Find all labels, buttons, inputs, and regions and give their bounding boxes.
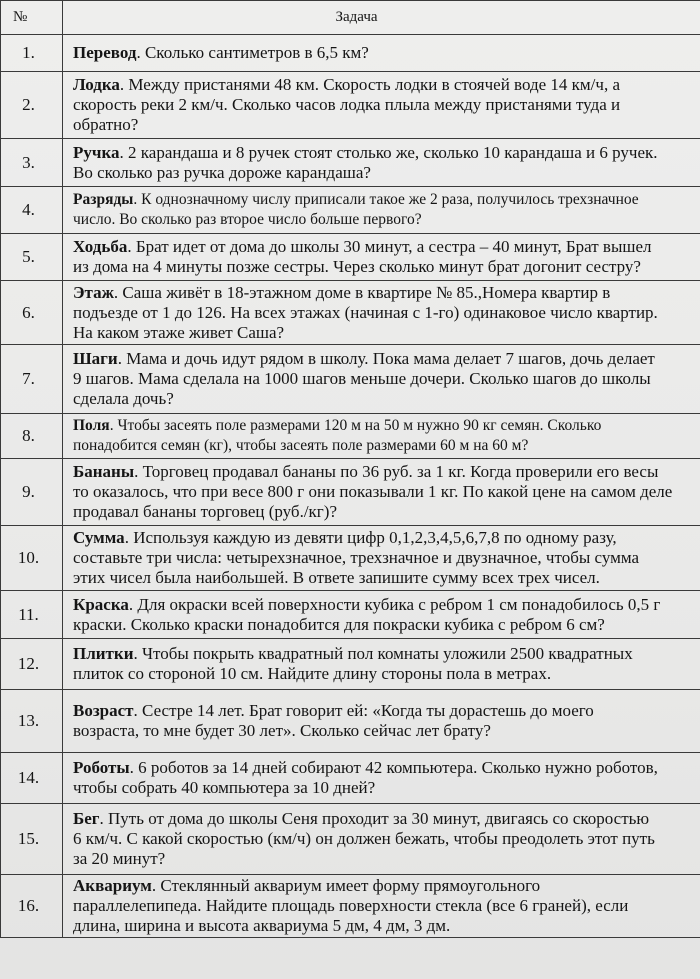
task-line-text: Во сколько раз ручка дороже карандаша? xyxy=(73,162,371,182)
task-line xyxy=(73,664,700,684)
task-number: 3. xyxy=(1,139,63,187)
task-line xyxy=(73,323,700,343)
table-row xyxy=(1,139,700,187)
task-line-text: . Чтобы покрыть квадратный пол комнаты уложили 2500 квадратных xyxy=(133,644,633,663)
task-line xyxy=(73,389,700,409)
task-text xyxy=(63,753,700,804)
task-line xyxy=(73,303,700,323)
task-line-text: краски. Сколько краски понадобится для покраски кубика с ребром 6 см? xyxy=(73,614,605,634)
task-line xyxy=(73,778,700,798)
task-line xyxy=(73,548,700,568)
task-line xyxy=(73,758,700,778)
table-row xyxy=(1,690,700,753)
table-row xyxy=(1,753,700,804)
task-number: 12. xyxy=(1,639,63,690)
task-text xyxy=(63,187,700,234)
task-line-text: . Путь от дома до школы Сеня проходит за 30 минут, двигаясь со скоростью xyxy=(99,809,650,828)
task-line-text: . Используя каждую из девяти цифр 0,1,2,3,4,5,6,7,8 по одному разу, xyxy=(124,528,617,547)
task-text xyxy=(63,804,700,875)
task-number: 15. xyxy=(1,804,63,875)
task-line-text: . Между пристанями 48 км. Скорость лодки в стоячей воде 14 км/ч, а xyxy=(119,75,621,94)
task-text xyxy=(63,35,700,72)
task-title: Плитки xyxy=(73,644,134,663)
task-title: Аквариум xyxy=(73,876,152,895)
task-title: Ручка xyxy=(73,142,120,162)
task-line xyxy=(73,721,700,741)
task-text xyxy=(63,345,700,414)
task-text xyxy=(63,72,700,139)
task-line-text: 6 км/ч. С какой скоростью (км/ч) он должен бежать, чтобы преодолеть этот путь xyxy=(73,829,655,848)
task-number: 7. xyxy=(1,345,63,414)
task-line xyxy=(73,568,700,588)
table-row xyxy=(1,591,700,639)
task-line-text: скорость реки 2 км/ч. Сколько часов лодка плыла между пристанями туда и xyxy=(73,95,621,114)
task-line-text: . Торговец продавал бананы по 36 руб. за 1 кг. Когда проверили его весы xyxy=(134,462,659,481)
task-text xyxy=(63,875,700,938)
task-line-text: понадобится семян (кг), чтобы засеять поле размерами 60 м на 60 м? xyxy=(73,437,529,454)
task-title: Лодка xyxy=(73,75,120,94)
table-row xyxy=(1,234,700,281)
task-number: 1. xyxy=(1,35,63,72)
table-row xyxy=(1,526,700,591)
task-line-text: из дома на 4 минуты позже сестры. Через сколько минут брат догонит сестру? xyxy=(73,257,641,276)
table-row xyxy=(1,281,700,345)
task-text xyxy=(63,459,700,526)
task-title: Разряды xyxy=(73,191,134,208)
task-line xyxy=(73,809,700,829)
task-number: 11. xyxy=(1,591,63,639)
task-line xyxy=(73,283,700,303)
task-line xyxy=(73,849,700,869)
table-header-row xyxy=(1,1,700,35)
task-line xyxy=(73,615,700,635)
task-number: 5. xyxy=(1,234,63,281)
table-row xyxy=(1,345,700,414)
task-line xyxy=(73,95,700,115)
task-line-text: . Стеклянный аквариум имеет форму прямоугольного xyxy=(151,876,541,895)
task-text xyxy=(63,526,700,591)
task-line xyxy=(73,528,700,548)
task-line-text: 9 шагов. Мама сделала на 1000 шагов меньше дочери. Сколько шагов до школы xyxy=(73,369,651,388)
task-number: 4. xyxy=(1,187,63,234)
task-line-text: подъезде от 1 до 126. На всех этажах (начиная с 1-го) одинаковое число квартир. xyxy=(73,302,658,322)
task-line xyxy=(73,896,700,916)
task-line xyxy=(73,701,700,721)
task-line-text: составьте три числа: четырехзначное, трехзначное и двузначное, чтобы сумма xyxy=(73,548,640,567)
task-title: Ходьба xyxy=(73,237,128,256)
table-row xyxy=(1,875,700,938)
task-line xyxy=(73,43,700,63)
task-line-text: длина, ширина и высота аквариума 5 дм, 4 дм, 3 дм. xyxy=(73,916,451,935)
task-line-text: . Брат идет от дома до школы 30 минут, а сестра – 40 минут, Брат вышел xyxy=(127,237,652,256)
task-title: Сумма xyxy=(73,528,125,547)
task-line-text: На каком этаже живет Саша? xyxy=(73,322,285,342)
table-row xyxy=(1,72,700,139)
task-line xyxy=(73,595,700,615)
task-line-text: . Для окраски всей поверхности кубика с ребром 1 см понадобилось 0,5 г xyxy=(128,594,661,614)
task-number: 9. xyxy=(1,459,63,526)
task-text xyxy=(63,234,700,281)
task-line xyxy=(73,115,700,135)
task-line xyxy=(73,143,700,163)
task-line xyxy=(73,369,700,389)
task-line-text: . Сестре 14 лет. Брат говорит ей: «Когда ты дорастешь до моего xyxy=(133,701,594,720)
task-line-text: плиток со стороной 10 см. Найдите длину стороны пола в метрах. xyxy=(73,664,552,683)
task-number: 8. xyxy=(1,414,63,459)
tasks-body xyxy=(1,35,700,938)
task-line-text: за 20 минут? xyxy=(73,849,166,868)
task-number: 10. xyxy=(1,526,63,591)
task-line-text: . Сколько сантиметров в 6,5 км? xyxy=(136,43,369,62)
task-title: Краска xyxy=(73,594,129,614)
task-line xyxy=(73,237,700,257)
table-row xyxy=(1,187,700,234)
table-row xyxy=(1,804,700,875)
table-row xyxy=(1,459,700,526)
task-line-text: то оказалось, что при весе 800 г они показывали 1 кг. По какой цене на самом деле xyxy=(73,482,673,501)
task-line xyxy=(73,916,700,936)
column-header-number: № xyxy=(1,1,63,35)
task-number: 13. xyxy=(1,690,63,753)
task-text xyxy=(63,281,700,345)
task-text xyxy=(63,414,700,459)
task-line xyxy=(73,644,700,664)
task-text xyxy=(63,139,700,187)
column-header-task: Задача xyxy=(63,1,700,35)
task-line xyxy=(73,257,700,277)
task-number: 14. xyxy=(1,753,63,804)
task-text xyxy=(63,639,700,690)
task-title: Поля xyxy=(73,417,110,434)
task-title: Бананы xyxy=(73,462,135,481)
task-line-text: . Чтобы засеять поле размерами 120 м на 50 м нужно 90 кг семян. Сколько xyxy=(109,417,602,434)
task-line xyxy=(73,436,700,456)
task-line-text: . 6 роботов за 14 дней собирают 42 компьютера. Сколько нужно роботов, xyxy=(129,758,658,777)
task-line-text: чтобы собрать 40 компьютера за 10 дней? xyxy=(73,778,376,797)
task-line xyxy=(73,829,700,849)
task-title: Этаж xyxy=(73,282,114,302)
task-text xyxy=(63,690,700,753)
task-title: Перевод xyxy=(73,43,137,62)
task-line xyxy=(73,416,700,436)
task-number: 2. xyxy=(1,72,63,139)
task-line xyxy=(73,876,700,896)
task-title: Роботы xyxy=(73,758,130,777)
task-line-text: продавал бананы торговец (руб./кг)? xyxy=(73,502,337,521)
task-line xyxy=(73,462,700,482)
task-title: Возраст xyxy=(73,701,134,720)
task-line-text: число. Во сколько раз второе число больше первого? xyxy=(73,211,422,228)
task-line xyxy=(73,210,700,230)
task-title: Шаги xyxy=(73,349,118,368)
task-line-text: возраста, то мне будет 30 лет». Сколько сейчас лет брату? xyxy=(73,721,491,740)
task-line xyxy=(73,75,700,95)
task-line-text: обратно? xyxy=(73,115,139,134)
table-row xyxy=(1,639,700,690)
task-line-text: сделала дочь? xyxy=(73,389,174,408)
task-line-text: . Мама и дочь идут рядом в школу. Пока мама делает 7 шагов, дочь делает xyxy=(117,349,655,368)
task-line-text: . 2 карандаша и 8 ручек стоят столько же, сколько 10 карандаша и 6 ручек. xyxy=(119,142,658,162)
task-line-text: параллелепипеда. Найдите площадь поверхности стекла (все 6 граней), если xyxy=(73,896,629,915)
task-line xyxy=(73,349,700,369)
task-text xyxy=(63,591,700,639)
task-line xyxy=(73,163,700,183)
task-line-text: . К однозначному числу приписали такое же 2 раза, получилось трехзначное xyxy=(133,191,639,208)
task-line-text: этих чисел была наибольшей. В ответе запишите сумму всех трех чисел. xyxy=(73,568,600,587)
task-number: 16. xyxy=(1,875,63,938)
table-row xyxy=(1,35,700,72)
table-row xyxy=(1,414,700,459)
task-line xyxy=(73,482,700,502)
task-line xyxy=(73,190,700,210)
task-title: Бег xyxy=(73,809,100,828)
task-line xyxy=(73,502,700,522)
task-number: 6. xyxy=(1,281,63,345)
task-line-text: . Саша живёт в 18-этажном доме в квартире № 85.,Номера квартир в xyxy=(113,282,611,302)
